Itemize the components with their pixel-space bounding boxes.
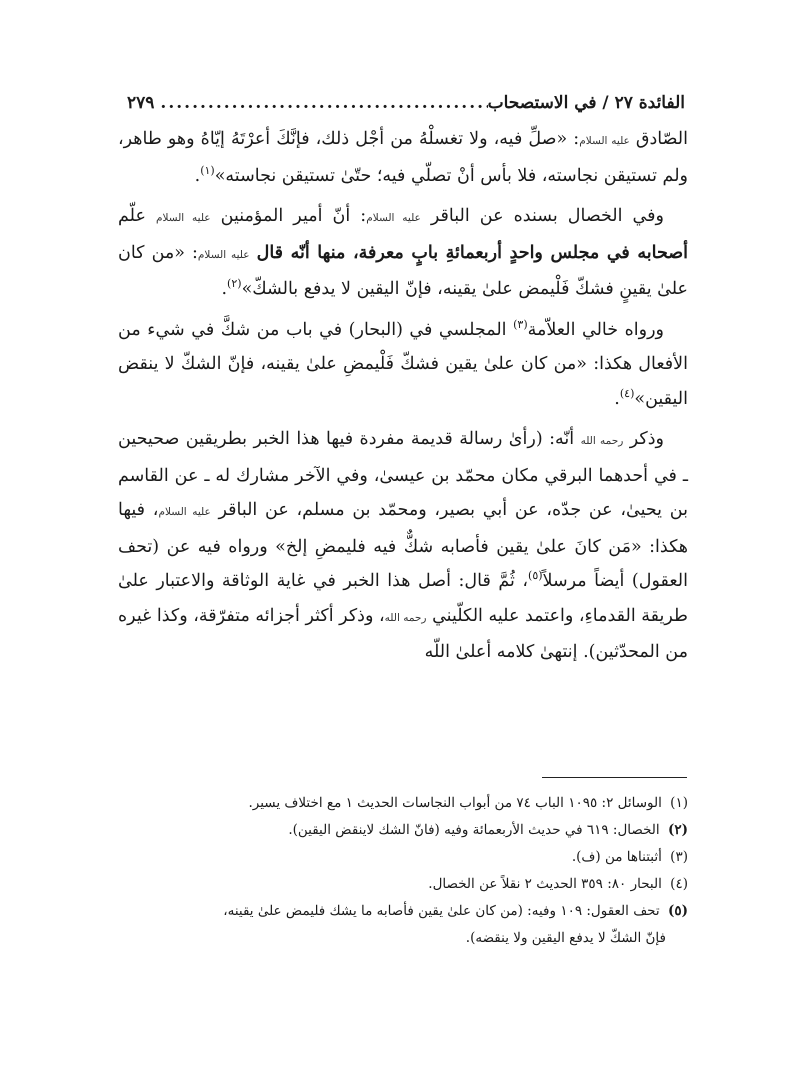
honorific: عليه السلام <box>158 506 211 518</box>
text-run: ، وذكر أكثر أجزائه متفرّقة، وكذا غيره من المحدّثين). إنتهىٰ كلامه أعلىٰ اللّه <box>118 605 688 662</box>
footnote-number: (١) <box>670 795 688 811</box>
text-run: أنّه: (رأىٰ رسالة قديمة مفردة فيها هذا الخبر بطريقين صحيحين ـ في أحدهما البرقي مكان محمّد بن عيسىٰ، وفي الآخر مشارك له ـ عن القاسم بن يحيىٰ، عن جدّه، عن أبي بصير، ومحمّد بن مسلم، عن الباقر <box>118 429 688 520</box>
footnote-3 <box>118 844 688 871</box>
footnote-number: (٢) <box>667 822 688 838</box>
running-header <box>127 88 685 118</box>
footnotes <box>118 790 688 952</box>
text-run: وذكر <box>629 429 664 449</box>
text-run: . <box>221 279 228 299</box>
footnote-text: الوسائل ٢: ١٠٩٥ الباب ٧٤ من أبواب النجاسات الحديث ١ مع اختلاف يسير. <box>248 795 662 811</box>
footnote-text: تحف العقول: ١٠٩ وفيه: (من كان علىٰ يقين فأصابه ما يشك فليمض علىٰ يقينه، <box>223 903 660 919</box>
footnote-2 <box>118 817 688 844</box>
header-title: الفائدة ٢٧ / في الاستصحاب <box>487 93 685 113</box>
footnote-4 <box>118 871 688 898</box>
footnote-text: أثبتناها من (ف). <box>571 849 662 865</box>
text-run: ، فيها هكذا: «مَن كانَ علىٰ يقين فأصابه شكٌّ فيه فليمضِ إلخ» ورواه فيه عن (تحف العقول) أيضاً مرسلاً <box>118 500 688 591</box>
text-run: : أنّ أمير المؤمنين <box>220 206 367 226</box>
text-run: ورواه خالي العلاّمة <box>527 319 664 340</box>
footnote-1 <box>118 790 688 817</box>
footnote-ref[interactable]: (٢) <box>227 277 242 291</box>
text-run: الصّادق <box>635 129 688 149</box>
text-run: . <box>194 165 201 186</box>
paragraph-4 <box>118 422 688 670</box>
footnote-number: (٣) <box>670 849 688 865</box>
text-run: وفي الخصال بسنده عن الباقر <box>430 206 664 226</box>
footnote-ref[interactable]: (١) <box>200 163 215 177</box>
footnote-continuation: فإنّ الشكّ لا يدفع اليقين ولا ينقضه). <box>465 930 666 946</box>
honorific: رحمه الله <box>384 611 427 624</box>
honorific: عليه السلام <box>366 212 421 224</box>
paragraph-1 <box>118 122 688 193</box>
text-run: . <box>614 388 620 409</box>
footnote-number: (٥) <box>667 903 688 919</box>
footnote-5 <box>118 898 688 952</box>
footnote-number: (٤) <box>670 876 688 892</box>
page-number: ٢٧٩ <box>127 93 155 113</box>
header-leader-dots <box>154 93 487 113</box>
honorific: عليه السلام <box>579 135 630 147</box>
text-run: علّم <box>118 206 146 226</box>
text-run: ، ثُمَّ قال: أصل هذا الخبر في غاية الوثاقة والاعتبار علىٰ طريقة القدماءِ، واعتمد عليه الكلّيني <box>118 571 688 626</box>
footnote-separator <box>542 777 687 778</box>
footnote-ref[interactable]: (٣) <box>513 317 528 331</box>
honorific: رحمه الله <box>580 435 624 447</box>
honorific: عليه السلام <box>197 248 250 261</box>
honorific: عليه السلام <box>155 212 211 224</box>
paragraph-3 <box>118 313 688 417</box>
paragraph-2 <box>118 199 688 307</box>
footnote-text: الخصال: ٦١٩ في حديث الأربعمائة وفيه (فانّ الشك لاينقض اليقين). <box>288 822 660 838</box>
bold-text-run: أصحابه في مجلس واحدٍ أربعمائةِ بابٍ معرفة، منها أنّه قال <box>256 242 688 263</box>
text-run: : «صلِّ فيه، ولا تغسلْهُ من أجْل ذلك، فإنَّكَ أعرْتَهُ إيّاهُ وهو طاهر، ولم تستيقن نجاسته، فلا بأس أنْ تصلّي فيه؛ حتّىٰ تستيقن نجاسته» <box>118 129 688 186</box>
footnote-ref[interactable]: (٤) <box>619 386 635 400</box>
text-run: : «من كان علىٰ يقينٍ فشكّ فَلْيمض علىٰ يقينه، فإنّ اليقين لا يدفع بالشكّ» <box>118 242 688 299</box>
text-run: المجلسي في (البحار) في باب من شكَّ في شيء من الأفعال هكذا: «من كان علىٰ يقين فشكّ فَلْيمضِ علىٰ يقينه، فإنّ الشكّ لا ينقض اليقين» <box>118 319 688 409</box>
footnote-ref[interactable]: (٥) <box>528 569 543 583</box>
footnote-text: البحار ٨٠: ٣٥٩ الحديث ٢ نقلاً عن الخصال. <box>428 876 662 892</box>
main-text <box>118 122 688 676</box>
